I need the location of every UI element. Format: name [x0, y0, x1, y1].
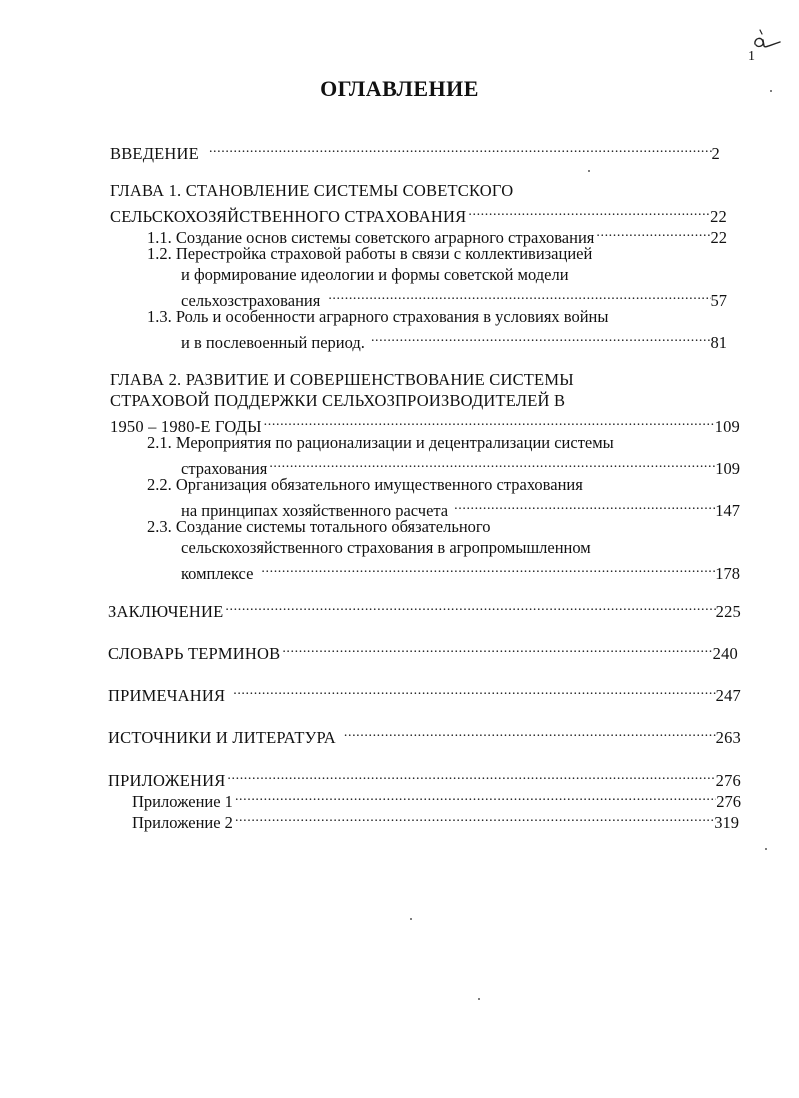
toc-entry-label: ИСТОЧНИКИ И ЛИТЕРАТУРА: [108, 728, 336, 747]
toc-entry-page: 147: [715, 501, 740, 520]
section-title: страхования: [181, 459, 268, 478]
section-2-2-line1[interactable]: 2.2. Организация обязательного имущественного страхования: [147, 475, 583, 494]
toc-entry-page: 109: [715, 459, 740, 478]
toc-entry-page: 2: [711, 144, 720, 163]
toc-entry-page: 276: [715, 771, 741, 790]
toc-entry-label: ПРИМЕЧАНИЯ: [108, 686, 226, 705]
toc-entry-notes[interactable]: [108, 680, 741, 706]
section-2-3-line2: сельскохозяйственного страхования в агропромышленном: [181, 538, 591, 557]
dot-leader: [594, 222, 710, 243]
toc-entry-conclusion[interactable]: [108, 596, 741, 622]
section-title: 1.1. Создание основ системы советского аграрного страхования: [147, 228, 595, 247]
dot-leader: [280, 638, 712, 659]
dot-leader: [326, 285, 710, 306]
toc-entry-page: 263: [715, 728, 741, 747]
toc-entry-page: 225: [715, 602, 741, 621]
dot-leader: [225, 765, 715, 786]
scan-speck: [478, 998, 480, 1000]
page-title: ОГЛАВЛЕНИЕ: [320, 76, 479, 101]
toc-entry-label: ЗАКЛЮЧЕНИЕ: [108, 602, 224, 621]
section-title: комплексе: [181, 564, 254, 583]
dot-leader: [233, 786, 716, 807]
toc-entry-page: 22: [710, 228, 727, 247]
toc-entry-page: 247: [715, 686, 741, 705]
section-title: сельхозстрахования: [181, 291, 321, 310]
dot-leader: [259, 558, 715, 579]
toc-entry-page: 81: [710, 333, 727, 352]
toc-section-1-3[interactable]: [181, 327, 727, 353]
section-2-3-line1[interactable]: 2.3. Создание системы тотального обязательного: [147, 517, 491, 536]
scan-speck: [410, 918, 412, 920]
toc-entry-intro[interactable]: [110, 138, 720, 164]
toc-entry-appendix-2[interactable]: [132, 807, 739, 833]
toc-entry-page: 109: [714, 417, 740, 436]
chapter2-title-line2: СТРАХОВОЙ ПОДДЕРЖКИ СЕЛЬХОЗПРОИЗВОДИТЕЛЕЙ В: [110, 391, 566, 410]
toc-entry-label: Приложение 2: [132, 813, 233, 832]
dot-leader: [369, 327, 711, 348]
section-1-3-line1[interactable]: 1.3. Роль и особенности аграрного страхования в условиях войны: [147, 307, 609, 326]
dot-leader: [342, 722, 716, 743]
toc-entry-page: 276: [716, 792, 741, 811]
dot-leader: [466, 201, 710, 222]
scan-speck: [765, 848, 767, 850]
toc-entry-label: Приложение 1: [132, 792, 233, 811]
dot-leader: [233, 807, 714, 828]
toc-entry-sources[interactable]: [108, 722, 741, 748]
section-1-2-line2: и формирование идеологии и формы советской модели: [181, 265, 569, 284]
toc-entry-page: 22: [710, 207, 727, 226]
dot-leader: [231, 680, 715, 701]
toc-entry-glossary[interactable]: [108, 638, 738, 664]
toc-entry-page: 319: [714, 813, 739, 832]
dot-leader: [207, 138, 712, 159]
section-2-1-line1[interactable]: 2.1. Мероприятия по рационализации и децентрализации системы: [147, 433, 614, 452]
dot-leader: [452, 495, 715, 516]
toc-entry-page: 240: [712, 644, 738, 663]
toc-entry-label: СЛОВАРЬ ТЕРМИНОВ: [108, 644, 281, 663]
dot-leader: [267, 453, 715, 474]
dot-leader: [262, 411, 715, 432]
toc-entry-page: 57: [710, 291, 727, 310]
chapter2-title-line3: 1950 – 1980-Е ГОДЫ: [110, 417, 262, 436]
toc-section-2-3[interactable]: [181, 558, 740, 584]
handwritten-mark: [752, 28, 782, 57]
page-number: 1: [748, 49, 755, 64]
chapter1-title-line2: СЕЛЬСКОХОЗЯЙСТВЕННОГО СТРАХОВАНИЯ: [110, 207, 467, 226]
scan-speck: [770, 90, 772, 92]
scan-speck: [588, 170, 590, 172]
toc-entry-page: 178: [715, 564, 740, 583]
dot-leader: [223, 596, 715, 617]
toc-entry-label: ВВЕДЕНИЕ: [110, 144, 199, 163]
chapter1-title-line1[interactable]: ГЛАВА 1. СТАНОВЛЕНИЕ СИСТЕМЫ СОВЕТСКОГО: [110, 181, 514, 200]
section-1-2-line1[interactable]: 1.2. Перестройка страховой работы в связи с коллективизацией: [147, 244, 593, 263]
chapter2-title-line1[interactable]: ГЛАВА 2. РАЗВИТИЕ И СОВЕРШЕНСТВОВАНИЕ СИСТЕМЫ: [110, 370, 574, 389]
toc-entry-label: ПРИЛОЖЕНИЯ: [108, 771, 226, 790]
section-title: и в послевоенный период.: [181, 333, 365, 352]
section-title: на принципах хозяйственного расчета: [181, 501, 449, 520]
